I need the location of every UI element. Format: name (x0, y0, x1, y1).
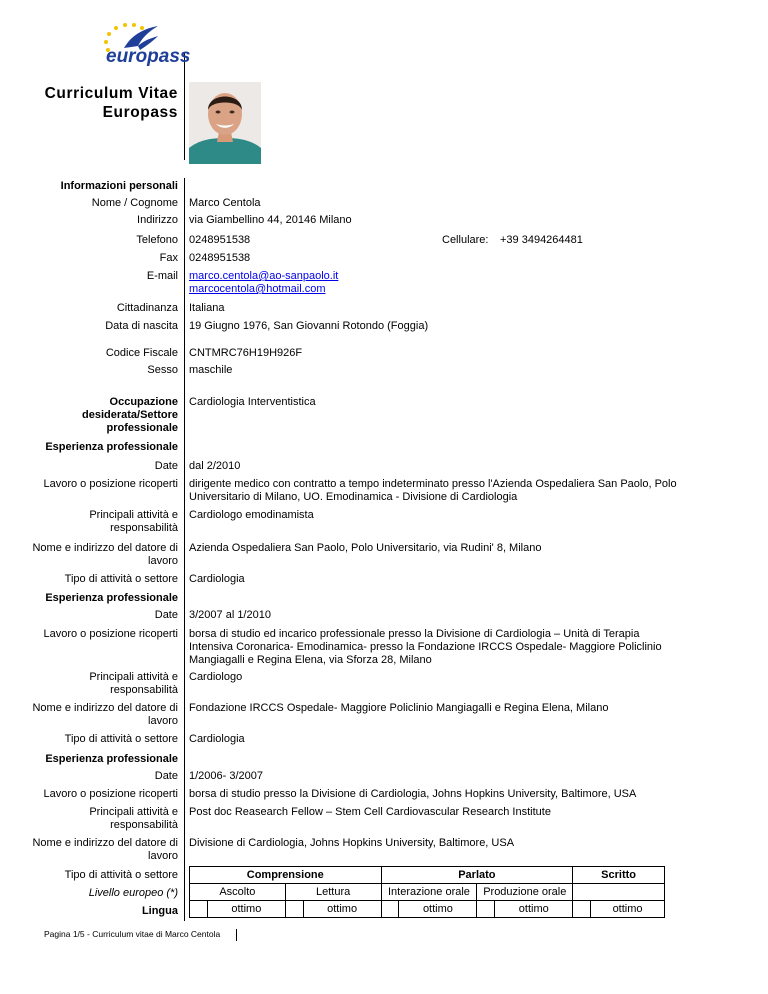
produzione-value: ottimo (495, 901, 573, 918)
date-label: Date (154, 770, 178, 782)
sector-label: Tipo di attività o settore (64, 733, 178, 745)
occupation-value: Cardiologia Interventistica (189, 396, 316, 408)
logo-text: europass (106, 46, 191, 67)
parlato-header: Parlato (381, 867, 573, 884)
date-label: Date (154, 609, 178, 621)
mobile-value: +39 3494264481 (500, 234, 583, 246)
birth-value: 19 Giugno 1976, San Giovanni Rotondo (Foggia) (189, 320, 429, 332)
profile-photo (189, 82, 261, 164)
email-link-work[interactable]: marco.centola@ao-sanpaolo.it (189, 270, 339, 282)
employer-label-2: lavoro (148, 850, 178, 862)
level-code-cell (190, 901, 208, 918)
exp2-employer: Fondazione IRCCS Ospedale- Maggiore Policlinio Mangiagalli e Regina Elena, Milano (189, 702, 609, 714)
activities-label-2: responsabilità (110, 819, 178, 831)
phone-label: Telefono (136, 234, 178, 246)
employer-label-1: Nome e indirizzo del datore di (32, 542, 178, 554)
level-code-cell (477, 901, 495, 918)
citizenship-label: Cittadinanza (116, 302, 178, 314)
section-personal-info: Informazioni personali (60, 180, 178, 192)
interazione-header: Interazione orale (381, 884, 477, 901)
cv-title-line1: Curriculum Vitae (44, 85, 178, 102)
exp2-date: 3/2007 al 1/2010 (189, 609, 271, 621)
employer-label-1: Nome e indirizzo del datore di (32, 837, 178, 849)
language-label: Lingua (141, 905, 178, 917)
tax-code-value: CNTMRC76H19H926F (189, 347, 303, 359)
mobile-label: Cellulare: (442, 234, 489, 246)
date-label: Date (154, 460, 178, 472)
exp2-position-line2: Intensiva Coronarica- Emodinamica- presso la Fondazione IRCCS Ospedale- Maggiore Policlinio (189, 641, 662, 653)
activities-label-2: responsabilità (110, 684, 178, 696)
level-code-cell (381, 901, 399, 918)
address-value: via Giambellino 44, 20146 Milano (189, 214, 352, 226)
sector-label: Tipo di attività o settore (64, 573, 178, 585)
level-code-cell (285, 901, 303, 918)
interazione-value: ottimo (399, 901, 477, 918)
scritto-header: Scritto (573, 867, 665, 884)
section-experience: Esperienza professionale (45, 753, 178, 765)
exp1-date: dal 2/2010 (189, 460, 241, 472)
language-header-row (190, 867, 665, 884)
exp2-position-line1: borsa di studio ed incarico professionale presso la Divisione di Cardiologia – Unità di Terapia (189, 628, 640, 640)
occupation-label-2: desiderata/Settore (82, 409, 178, 421)
employer-label-1: Nome e indirizzo del datore di (32, 702, 178, 714)
employer-label-2: lavoro (148, 555, 178, 567)
ascolto-value: ottimo (207, 901, 285, 918)
europass-logo (94, 20, 191, 72)
activities-label-2: responsabilità (110, 522, 178, 534)
activities-label-1: Principali attività e (89, 806, 178, 818)
occupation-label-3: professionale (106, 422, 178, 434)
language-table (189, 866, 665, 918)
tax-code-label: Codice Fiscale (105, 347, 178, 359)
cv-title-line2: Europass (102, 104, 178, 121)
produzione-header: Produzione orale (477, 884, 573, 901)
level-code-cell (573, 901, 591, 918)
occupation-label-1: Occupazione (109, 396, 178, 408)
exp2-activities: Cardiologo (189, 671, 243, 683)
section-experience: Esperienza professionale (45, 441, 178, 453)
exp1-position-line1: dirigente medico con contratto a tempo indeterminato presso l'Azienda Ospedaliera San Paolo, Polo (189, 478, 677, 490)
exp3-position-line1: borsa di studio presso la Divisione di Cardiologia, Johns Hopkins University, Baltimore, USA (189, 788, 637, 800)
position-label: Lavoro o posizione ricoperti (43, 628, 178, 640)
comprensione-header: Comprensione (190, 867, 382, 884)
employer-label-2: lavoro (148, 715, 178, 727)
activities-label-1: Principali attività e (89, 671, 178, 683)
sex-label: Sesso (147, 364, 178, 376)
exp1-employer: Azienda Ospedaliera San Paolo, Polo Universitario, via Rudini' 8, Milano (189, 542, 542, 554)
european-level-label: Livello europeo (*) (88, 887, 178, 899)
language-subheader-row (190, 884, 665, 901)
email-link-personal[interactable]: marcocentola@hotmail.com (189, 283, 326, 295)
lettura-header: Lettura (285, 884, 381, 901)
position-label: Lavoro o posizione ricoperti (43, 478, 178, 490)
name-label: Nome / Cognome (91, 197, 178, 209)
sector-label: Tipo di attività o settore (64, 869, 178, 881)
activities-label-1: Principali attività e (89, 509, 178, 521)
exp1-activities: Cardiologo emodinamista (189, 509, 314, 521)
fax-label: Fax (159, 252, 178, 264)
sex-value: maschile (189, 364, 233, 376)
footer-divider (236, 929, 237, 941)
birth-label: Data di nascita (105, 320, 178, 332)
section-experience: Esperienza professionale (45, 592, 178, 604)
divider-main (184, 178, 185, 921)
exp3-employer: Divisione di Cardiologia, Johns Hopkins University, Baltimore, USA (189, 837, 515, 849)
fax-value: 0248951538 (189, 252, 251, 264)
page-footer: Pagina 1/5 - Curriculum vitae di Marco Centola (44, 929, 221, 939)
exp1-position-line2: Universitario di Milano, UO. Emodinamica - Divisione di Cardiologia (189, 491, 518, 503)
email-label: E-mail (146, 270, 178, 282)
lettura-value: ottimo (303, 901, 381, 918)
empty-cell (573, 884, 665, 901)
exp2-position-line3: Mangiagalli e Regina Elena, via Sforza 28, Milano (189, 654, 432, 666)
citizenship-value: Italiana (189, 302, 225, 314)
position-label: Lavoro o posizione ricoperti (43, 788, 178, 800)
name-value: Marco Centola (189, 197, 261, 209)
ascolto-header: Ascolto (190, 884, 286, 901)
address-label: Indirizzo (137, 214, 178, 226)
exp2-sector: Cardiologia (189, 733, 245, 745)
scritto-value: ottimo (591, 901, 665, 918)
exp3-date: 1/2006- 3/2007 (189, 770, 264, 782)
language-values-row (190, 901, 665, 918)
exp3-activities: Post doc Reasearch Fellow – Stem Cell Cardiovascular Research Institute (189, 806, 551, 818)
exp1-sector: Cardiologia (189, 573, 245, 585)
phone-value: 0248951538 (189, 234, 251, 246)
